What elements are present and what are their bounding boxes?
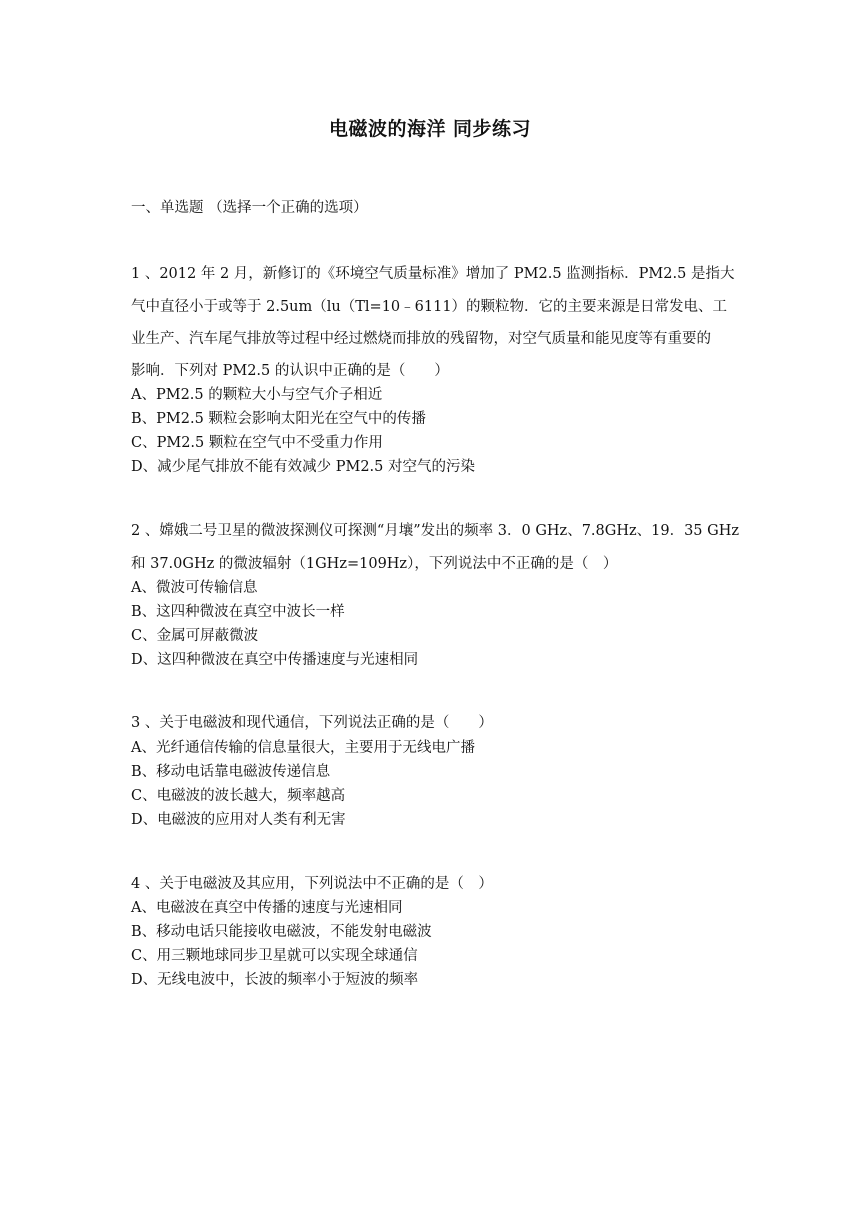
question-1-line-2: 气中直径小于或等于 2.5um（lu（Tl=10﹣6111）的颗粒物．它的主要来源是日常发电、工: [131, 299, 728, 315]
question-2-line-1: 2 、嫦娥二号卫星的微波探测仪可探测“月壤”发出的频率 3．0 GHz、7.8GHz、19．35 GHz: [131, 523, 739, 539]
question-3-option-d: D、电磁波的应用对人类有利无害: [131, 812, 346, 828]
question-4-option-a: A、电磁波在真空中传播的速度与光速相同: [131, 900, 403, 916]
question-1-line-3: 业生产、汽车尾气排放等过程中经过燃烧而排放的残留物，对空气质量和能见度等有重要的: [131, 331, 711, 347]
question-3-line-1: 3 、关于电磁波和现代通信，下列说法正确的是（ ）: [131, 715, 493, 731]
question-4-option-d: D、无线电波中，长波的频率小于短波的频率: [131, 972, 419, 988]
question-2-option-b: B、这四种微波在真空中波长一样: [131, 604, 345, 620]
question-3-option-b: B、移动电话靠电磁波传递信息: [131, 764, 331, 780]
question-3-option-a: A、光纤通信传输的信息量很大，主要用于无线电广播: [131, 740, 475, 756]
question-1-option-a: A、PM2.5 的颗粒大小与空气介子相近: [131, 387, 383, 403]
page-title: 电磁波的海洋 同步练习: [328, 118, 532, 140]
question-4-line-1: 4 、关于电磁波及其应用，下列说法中不正确的是（ ）: [131, 876, 493, 892]
question-4-option-b: B、移动电话只能接收电磁波，不能发射电磁波: [131, 924, 432, 940]
section-heading: 一、单选题 （选择一个正确的选项）: [131, 200, 368, 216]
question-2-option-a: A、微波可传输信息: [131, 580, 258, 596]
question-1-option-c: C、PM2.5 颗粒在空气中不受重力作用: [131, 435, 383, 451]
question-2-option-c: C、金属可屏蔽微波: [131, 628, 259, 644]
question-2-option-d: D、这四种微波在真空中传播速度与光速相同: [131, 652, 419, 668]
question-1-line-1: 1 、2012 年 2 月，新修订的《环境空气质量标准》增加了 PM2.5 监测指标．PM2.5 是指大: [131, 266, 735, 282]
question-2-line-2: 和 37.0GHz 的微波辐射（1GHz=109Hz），下列说法中不正确的是（ ）: [131, 556, 618, 572]
question-1-line-4: 影响．下列对 PM2.5 的认识中正确的是（ ）: [131, 363, 449, 379]
question-4-option-c: C、用三颗地球同步卫星就可以实现全球通信: [131, 948, 418, 964]
question-1-option-b: B、PM2.5 颗粒会影响太阳光在空气中的传播: [131, 411, 426, 427]
question-1-option-d: D、减少尾气排放不能有效减少 PM2.5 对空气的污染: [131, 459, 476, 475]
question-3-option-c: C、电磁波的波长越大，频率越高: [131, 788, 346, 804]
